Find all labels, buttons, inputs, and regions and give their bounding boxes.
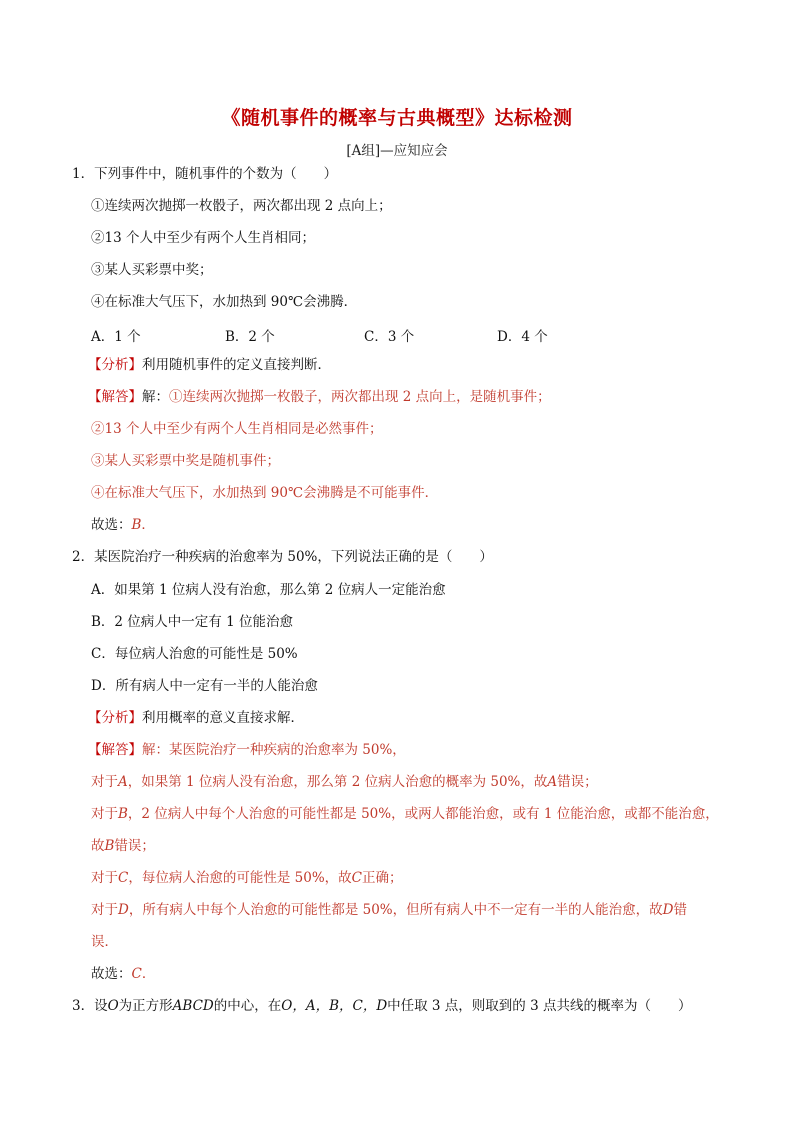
analysis-text: 利用随机事件的定义直接判断． [142,357,331,373]
q2-answer-c [91,868,402,888]
q2-stem: 2．某医院治疗一种疾病的治愈率为 50%，下列说法正确的是（ ） [72,549,493,565]
text: 对于 [91,806,118,822]
text: 3．设 [72,998,108,1014]
page-title: 《随机事件的概率与古典概型》达标检测 [221,107,573,129]
section-subtitle: [A组]—应知应会 [346,143,448,159]
q1-answer-line-3: ③某人买彩票中奖是随机事件； [91,453,280,469]
q3-stem [72,996,691,1016]
letter: D [118,902,129,918]
letter: ABCD [172,998,214,1014]
answer-line: ①连续两次抛掷一枚骰子，两次都出现 2 点向上，是随机事件； [169,389,551,405]
text: 错 [673,902,687,918]
letter: B [118,806,128,822]
choose-prefix: 故选： [91,966,132,982]
q1-choose [91,515,155,535]
text: ，每位病人治愈的可能性是 50%，故 [128,870,352,886]
q1-item-4: ④在标准大气压下，水加热到 90℃会沸腾． [91,294,358,310]
letter: A [118,774,128,790]
q2-answer-d-cont: 误． [91,934,118,950]
q2-option-c: C．每位病人治愈的可能性是 50% [91,646,298,662]
choose-letter: C [131,966,142,982]
q1-answer [88,387,551,407]
q2-answer [88,740,406,760]
letter: B [104,838,115,854]
q1-stem: 1．下列事件中，随机事件的个数为（ ） [72,166,338,182]
text: 中任取 3 点，则取到的 3 点共线的概率为（ ） [387,998,692,1014]
letter: C [351,870,362,886]
q2-choose [91,964,155,984]
text: 对于 [91,870,118,886]
text: 对于 [91,774,118,790]
letter: A [547,774,558,790]
q1-option-c: C．3 个 [364,329,415,345]
q1-item-3: ③某人买彩票中奖； [91,262,213,278]
text: 错误； [557,774,598,790]
text: 的中心，在 [213,998,282,1014]
choose-suffix: ． [141,966,156,982]
q2-answer-b [91,804,719,824]
q2-answer-d [91,900,687,920]
letter: C [118,870,129,886]
q1-item-1: ①连续两次抛掷一枚骰子，两次都出现 2 点向上； [91,198,392,214]
text: 正确； [361,870,403,886]
choose-prefix: 故选： [91,517,132,533]
letter: O [107,998,119,1014]
text: 对于 [91,902,118,918]
q1-option-a: A．1 个 [91,329,141,345]
q2-analysis [88,708,304,728]
q1-item-2: ②13 个人中至少有两个人生肖相同； [91,230,315,246]
text: ，所有病人中每个人治愈的可能性都是 50%，但所有病人中不一定有一半的人能治愈，故 [128,902,663,918]
choose-suffix: ． [141,517,155,533]
q1-option-b: B．2 个 [225,329,275,345]
q1-answer-line-4: ④在标准大气压下，水加热到 90℃会沸腾是不可能事件． [91,485,439,501]
text: 故 [91,838,105,854]
analysis-tag: 【分析】 [88,710,142,726]
q2-option-d: D．所有病人中一定有一半的人能治愈 [91,678,318,694]
q2-answer-a [91,772,598,792]
letter: D [662,902,674,918]
analysis-tag: 【分析】 [88,357,142,373]
answer-tag: 【解答】 [88,742,142,758]
q2-option-a: A．如果第 1 位病人没有治愈，那么第 2 位病人一定能治愈 [91,582,446,598]
answer-tag: 【解答】 [88,389,142,405]
q2-option-b: B．2 位病人中一定有 1 位能治愈 [91,614,293,630]
text: ，2 位病人中每个人治愈的可能性都是 50%，或两人都能治愈，或有 1 位能治愈，或都不能治愈， [127,806,719,822]
q1-analysis [88,355,331,375]
letter: O，A，B，C，D [281,998,388,1014]
q1-option-d: D．4 个 [497,329,548,345]
answer-lead: 解： [142,389,169,405]
text: ，如果第 1 位病人没有治愈，那么第 2 位病人治愈的概率为 50%，故 [127,774,548,790]
text: 为正方形 [118,998,173,1014]
q2-answer-b-cont [91,836,155,856]
q1-answer-line-2: ②13 个人中至少有两个人生肖相同是必然事件； [91,421,383,437]
choose-letter: B [131,517,142,533]
text: 错误； [114,838,155,854]
analysis-text: 利用概率的意义直接求解． [142,710,304,726]
answer-text: 解：某医院治疗一种疾病的治愈率为 50%， [142,742,406,758]
